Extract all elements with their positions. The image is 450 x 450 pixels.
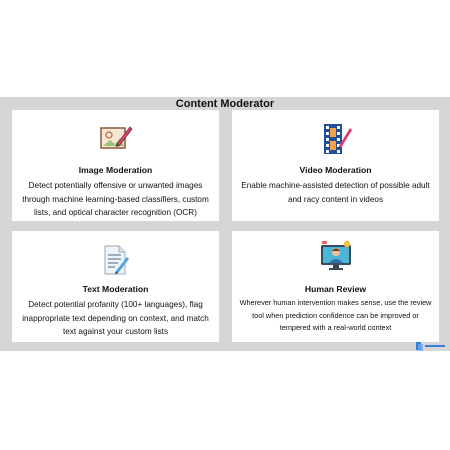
card-description: Wherever human intervention makes sense, use the review tool when prediction confidence can be improved or tempered with a real-world context [239,298,432,332]
page-title: Content Moderator [175,98,275,110]
card-description: Enable machine-assisted detection of possible adult and racy content in videos [241,181,430,204]
card-heading: Image Moderation [78,165,153,175]
card-video-moderation [232,110,439,221]
document-pencil-icon [102,245,130,280]
card-description: Detect potentially offensive or unwanted images through machine learning-based classifiers, custom lists, and optical character recognition (OCR) [22,181,209,218]
film-strip-icon [319,122,353,161]
card-heading: Video Moderation [299,165,372,175]
card-text-moderation [12,231,219,342]
card-human-review [232,231,439,342]
card-description: Detect potential profanity (100+ languages), flag inappropriate text depending on context, and match text against your custom lists [22,300,209,337]
brand-logo [414,339,446,351]
image-pencil-icon [99,122,133,159]
card-heading: Text Moderation [82,284,149,294]
card-heading: Human Review [304,284,367,294]
card-image-moderation [12,110,219,221]
reviewer-monitor-icon [318,239,354,276]
